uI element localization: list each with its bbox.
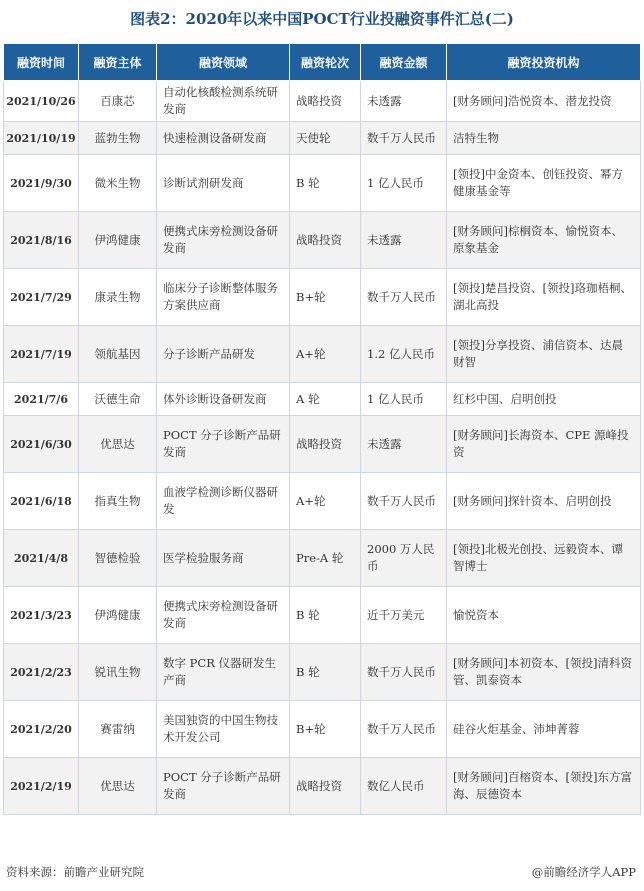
cell-amount: 数亿人民币	[361, 758, 447, 815]
investment-table	[3, 43, 641, 815]
cell-company: 优思达	[79, 758, 157, 815]
cell-company: 康录生物	[79, 269, 157, 326]
cell-field: 体外诊断设备研发商	[157, 383, 290, 416]
header-round: 融资轮次	[290, 44, 361, 81]
cell-amount: 数千万人民币	[361, 701, 447, 758]
table-row	[4, 383, 641, 416]
cell-date: 2021/7/6	[4, 383, 79, 416]
cell-company: 领航基因	[79, 326, 157, 383]
cell-round: A+轮	[290, 326, 361, 383]
cell-company: 微米生物	[79, 155, 157, 212]
cell-field: 便携式床旁检测设备研发商	[157, 587, 290, 644]
credit-note: @前瞻经济学人APP	[531, 865, 636, 879]
cell-investors: [领投]中金资本、创钰投资、幂方健康基金等	[447, 155, 641, 212]
cell-field: 自动化核酸检测系统研发商	[157, 81, 290, 122]
table-row	[4, 212, 641, 269]
table-row	[4, 587, 641, 644]
cell-amount: 1 亿人民币	[361, 155, 447, 212]
cell-investors: [财务顾问]探针资本、启明创投	[447, 473, 641, 530]
table-row	[4, 758, 641, 815]
cell-round: 天使轮	[290, 122, 361, 155]
cell-round: Pre-A 轮	[290, 530, 361, 587]
cell-company: 锐讯生物	[79, 644, 157, 701]
cell-investors: [财务顾问]本初资本、[领投]清科资管、凯泰资本	[447, 644, 641, 701]
cell-field: 便携式床旁检测设备研发商	[157, 212, 290, 269]
header-amount: 融资金额	[361, 44, 447, 81]
cell-date: 2021/4/8	[4, 530, 79, 587]
cell-investors: [财务顾问]长海资本、CPE 源峰投资	[447, 416, 641, 473]
table-row	[4, 269, 641, 326]
cell-date: 2021/2/19	[4, 758, 79, 815]
cell-date: 2021/10/19	[4, 122, 79, 155]
table-row	[4, 473, 641, 530]
cell-investors: [财务顾问]百榕资本、[领投]东方富海、辰德资本	[447, 758, 641, 815]
cell-round: B 轮	[290, 155, 361, 212]
cell-amount: 数千万人民币	[361, 644, 447, 701]
cell-company: 智德检验	[79, 530, 157, 587]
table-row	[4, 530, 641, 587]
table-row	[4, 326, 641, 383]
cell-round: B 轮	[290, 587, 361, 644]
cell-amount: 数千万人民币	[361, 122, 447, 155]
cell-company: 沃德生命	[79, 383, 157, 416]
cell-round: 战略投资	[290, 416, 361, 473]
cell-field: 数字 PCR 仪器研发生产商	[157, 644, 290, 701]
cell-round: 战略投资	[290, 212, 361, 269]
cell-round: B+轮	[290, 269, 361, 326]
cell-company: 优思达	[79, 416, 157, 473]
cell-amount: 近千万美元	[361, 587, 447, 644]
cell-round: 战略投资	[290, 81, 361, 122]
cell-date: 2021/6/18	[4, 473, 79, 530]
cell-round: A 轮	[290, 383, 361, 416]
cell-company: 指真生物	[79, 473, 157, 530]
header-company: 融资主体	[79, 44, 157, 81]
cell-date: 2021/7/29	[4, 269, 79, 326]
cell-amount: 未透露	[361, 81, 447, 122]
cell-date: 2021/10/26	[4, 81, 79, 122]
cell-date: 2021/2/23	[4, 644, 79, 701]
cell-field: POCT 分子诊断产品研发商	[157, 758, 290, 815]
cell-company: 蓝勃生物	[79, 122, 157, 155]
cell-investors: [领投]楚昌投资、[领投]珞珈梧桐、湖北高投	[447, 269, 641, 326]
table-row	[4, 701, 641, 758]
cell-field: 血液学检测诊断仪器研发	[157, 473, 290, 530]
cell-field: 分子诊断产品研发	[157, 326, 290, 383]
cell-field: 诊断试剂研发商	[157, 155, 290, 212]
cell-investors: 红杉中国、启明创投	[447, 383, 641, 416]
cell-investors: [领投]分享投资、浦信资本、达晨财智	[447, 326, 641, 383]
source-note: 资料来源：前瞻产业研究院	[6, 865, 144, 879]
header-field: 融资领域	[157, 44, 290, 81]
cell-round: B 轮	[290, 644, 361, 701]
cell-field: 医学检验服务商	[157, 530, 290, 587]
cell-company: 伊鸿健康	[79, 587, 157, 644]
table-row	[4, 122, 641, 155]
cell-company: 赛雷纳	[79, 701, 157, 758]
cell-amount: 数千万人民币	[361, 269, 447, 326]
cell-field: POCT 分子诊断产品研发商	[157, 416, 290, 473]
header-investors: 融资投资机构	[447, 44, 641, 81]
table-row	[4, 644, 641, 701]
cell-amount: 1 亿人民币	[361, 383, 447, 416]
cell-investors: [财务顾问]浩悦资本、潜龙投资	[447, 81, 641, 122]
cell-investors: [领投]北极光创投、远毅资本、谭智博士	[447, 530, 641, 587]
page-title: 图表2：2020年以来中国POCT行业投融资事件汇总(二)	[130, 10, 514, 28]
cell-investors: [财务顾问]棕榈资本、愉悦资本、原象基金	[447, 212, 641, 269]
table-row	[4, 416, 641, 473]
cell-date: 2021/7/19	[4, 326, 79, 383]
cell-round: B+轮	[290, 701, 361, 758]
cell-amount: 1.2 亿人民币	[361, 326, 447, 383]
cell-round: A+轮	[290, 473, 361, 530]
header-date: 融资时间	[4, 44, 79, 81]
cell-date: 2021/8/16	[4, 212, 79, 269]
cell-amount: 未透露	[361, 212, 447, 269]
cell-date: 2021/2/20	[4, 701, 79, 758]
table-row	[4, 81, 641, 122]
cell-field: 快速检测设备研发商	[157, 122, 290, 155]
table-row	[4, 155, 641, 212]
table-body	[4, 81, 641, 815]
table-header-row	[4, 44, 641, 81]
cell-field: 美国独资的中国生物技术开发公司	[157, 701, 290, 758]
cell-amount: 未透露	[361, 416, 447, 473]
cell-investors: 愉悦资本	[447, 587, 641, 644]
cell-field: 临床分子诊断整体服务方案供应商	[157, 269, 290, 326]
cell-investors: 洁特生物	[447, 122, 641, 155]
cell-amount: 数千万人民币	[361, 473, 447, 530]
cell-date: 2021/9/30	[4, 155, 79, 212]
cell-date: 2021/6/30	[4, 416, 79, 473]
cell-date: 2021/3/23	[4, 587, 79, 644]
cell-investors: 硅谷火炬基金、沛坤菁蓉	[447, 701, 641, 758]
cell-round: 战略投资	[290, 758, 361, 815]
cell-company: 伊鸿健康	[79, 212, 157, 269]
cell-company: 百康芯	[79, 81, 157, 122]
cell-amount: 2000 万人民币	[361, 530, 447, 587]
